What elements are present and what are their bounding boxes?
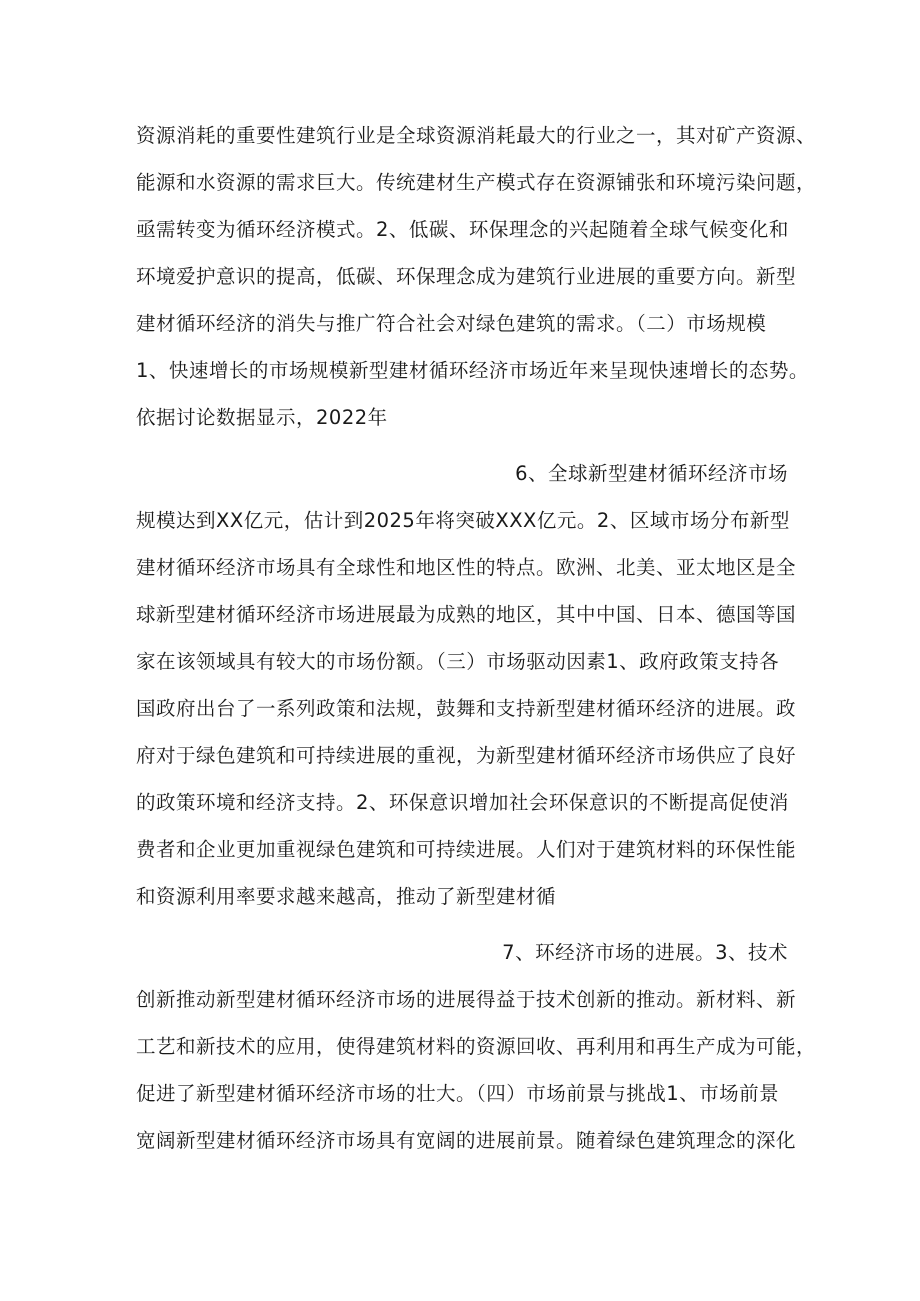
paragraph-line: 和资源利用率要求越来越高，推动了新型建材循 [136,885,557,908]
paragraph-line: 费者和企业更加重视绿色建筑和可持续进展。人们对于建筑材料的环保性能 [136,838,797,861]
paragraph-line: 1、快速增长的市场规模新型建材循环经济市场近年来呈现快速增长的态势。 [136,359,809,382]
paragraph-line: 家在该领域具有较大的市场份额。（三）市场驱动因素1、政府政策支持各 [136,650,780,673]
paragraph-line: 府对于绿色建筑和可持续进展的重视，为新型建材循环经济市场供应了良好 [136,744,797,767]
paragraph-line: 建材循环经济的消失与推广符合社会对绿色建筑的需求。（二）市场规模 [136,312,767,335]
paragraph-line: 球新型建材循环经济市场进展最为成熟的地区，其中中国、日本、德国等国 [136,603,797,626]
paragraph-line: 国政府出台了一系列政策和法规，鼓舞和支持新型建材循环经济的进展。政 [136,697,797,720]
paragraph-line: 建材循环经济市场具有全球性和地区性的特点。欧洲、北美、亚太地区是全 [136,556,797,579]
paragraph-line: 工艺和新技术的应用，使得建筑材料的资源回收、再利用和再生产成为可能， [136,1035,817,1058]
paragraph-line: 规模达到XX亿元，估计到2025年将突破XXX亿元。2、区域市场分布新型 [136,509,790,532]
paragraph-line: 依据讨论数据显示，2022年 [136,406,388,429]
page-marker: 6、全球新型建材循环经济市场 [515,462,788,485]
paragraph-line: 资源消耗的重要性建筑行业是全球资源消耗最大的行业之一，其对矿产资源、 [136,124,817,147]
paragraph-line: 的政策环境和经济支持。2、环保意识增加社会环保意识的不断提高促使消 [136,791,789,814]
paragraph-line: 创新推动新型建材循环经济市场的进展得益于技术创新的推动。新材料、新 [136,988,797,1011]
paragraph-line: 能源和水资源的需求巨大。传统建材生产模式存在资源铺张和环境污染问题， [136,171,817,194]
paragraph-line: 亟需转变为循环经济模式。2、低碳、环保理念的兴起随着全球气候变化和 [136,218,789,241]
paragraph-line: 促进了新型建材循环经济市场的壮大。（四）市场前景与挑战1、市场前景 [136,1082,780,1105]
page-marker: 7、环经济市场的进展。3、技术 [502,941,788,964]
paragraph-line: 环境爱护意识的提高，低碳、环保理念成为建筑行业进展的重要方向。新型 [136,265,797,288]
paragraph-line: 宽阔新型建材循环经济市场具有宽阔的进展前景。随着绿色建筑理念的深化 [136,1129,797,1152]
